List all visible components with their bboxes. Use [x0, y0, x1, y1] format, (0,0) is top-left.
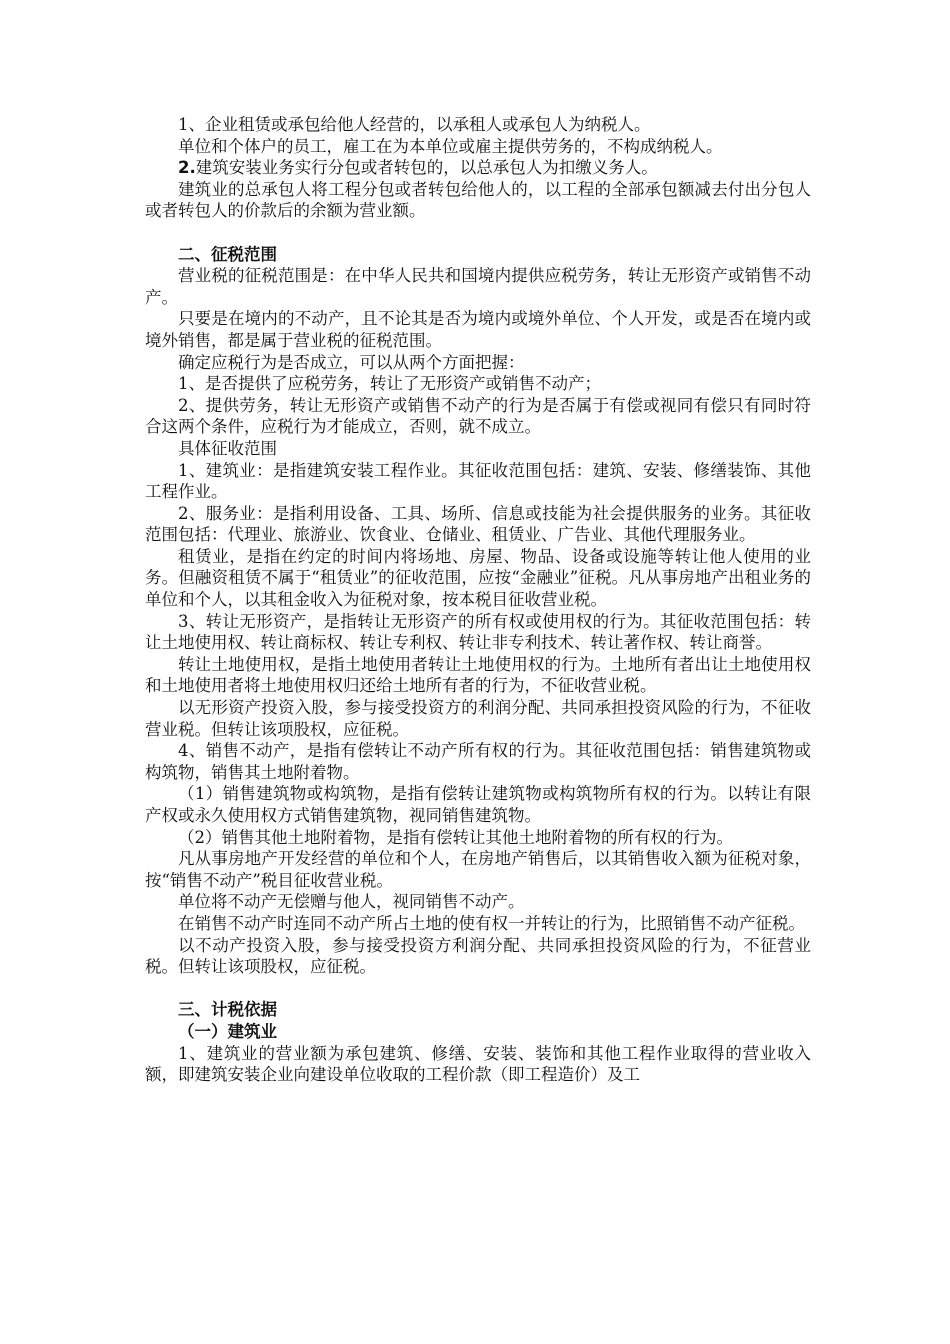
paragraph-text: 建筑安装业务实行分包或者转包的，以总承包人为扣缴义务人。 — [195, 158, 658, 178]
paragraph: 1、企业租赁或承包给他人经营的，以承租人或承包人为纳税人。 — [178, 115, 651, 134]
paragraph: 凡从事房地产开发经营的单位和个人，在房地产销售后，以其销售收入额为征税对象，按“销售不动产”税目征收营业税。 — [145, 849, 811, 890]
paragraph: 1、是否提供了应税劳务，转让了无形资产或销售不动产； — [178, 374, 601, 394]
paragraph: 具体征收范围 — [178, 438, 277, 458]
paragraph: 3、转让无形资产，是指转让无形资产的所有权或使用权的行为。其征收范围包括：转让土地使用权、转让商标权、转让专利权、转让非专利技术、转让著作权、转让商誉。 — [145, 611, 811, 653]
section-heading: 三、计税依据 — [178, 1000, 277, 1020]
paragraph: 1、建筑业的营业额为承包建筑、修缮、安装、装饰和其他工程作业取得的营业收入额，即建筑安装企业向建设单位收取的工程价款（即工程造价）及工 — [145, 1043, 811, 1085]
paragraph: （2）销售其他土地附着物，是指有偿转让其他土地附着物的所有权的行为。 — [178, 827, 733, 847]
paragraph: 确定应税行为是否成立，可以从两个方面把握： — [178, 352, 525, 372]
paragraph: 单位和个体户的员工，雇工在为本单位或雇主提供劳务的，不构成纳税人。 — [178, 136, 723, 156]
paragraph: 在销售不动产时连同不动产所占土地的使有权一并转让的行为，比照销售不动产征税。 — [178, 913, 805, 933]
spacer — [145, 222, 811, 244]
paragraph: 单位将不动产无偿赠与他人，视同销售不动产。 — [178, 892, 525, 912]
paragraph: 以不动产投资入股，参与接受投资方利润分配、共同承担投资风险的行为，不征营业税。但转让该项股权，应征税。 — [145, 935, 811, 977]
item-number: 2. — [178, 158, 196, 178]
paragraph: 1、建筑业：是指建筑安装工程作业。其征收范围包括：建筑、安装、修缮装饰、其他工程作业。 — [145, 460, 811, 502]
paragraph: 只要是在境内的不动产，且不论其是否为境内或境外单位、个人开发，或是否在境内或境外销售，都是属于营业税的征税范围。 — [145, 309, 811, 350]
paragraph: 以无形资产投资入股，参与接受投资方的利润分配、共同承担投资风险的行为，不征收营业税。但转让该项股权，应征税。 — [145, 698, 811, 739]
paragraph: 营业税的征税范围是：在中华人民共和国境内提供应税劳务，转让无形资产或销售不动产。 — [145, 266, 811, 307]
paragraph: 转让土地使用权，是指土地使用者转让土地使用权的行为。土地所有者出让土地使用权和土地使用者将土地使用权归还给土地所有者的行为，不征收营业税。 — [145, 654, 811, 696]
paragraph: 2、服务业：是指利用设备、工具、场所、信息或技能为社会提供服务的业务。其征收范围包括：代理业、旅游业、饮食业、仓储业、租赁业、广告业、其他代理服务业。 — [145, 503, 811, 545]
document-page — [145, 114, 811, 1086]
paragraph: 2、提供劳务，转让无形资产或销售不动产的行为是否属于有偿或视同有偿只有同时符合这两个条件，应税行为才能成立，否则，就不成立。 — [145, 395, 811, 437]
spacer — [145, 978, 811, 1000]
subsection-heading: （一）建筑业 — [178, 1021, 277, 1041]
paragraph: 租赁业，是指在约定的时间内将场地、房屋、物品、设备或设施等转让他人使用的业务。但融资租赁不属于“租赁业”的征收范围，应按“金融业”征税。凡从事房地产出租业务的单位和个人，以其租金收入为征税对象，按本税目征收营业税。 — [145, 546, 811, 610]
paragraph: 4、销售不动产，是指有偿转让不动产所有权的行为。其征收范围包括：销售建筑物或构筑物，销售其土地附着物。 — [145, 741, 811, 782]
paragraph: （1）销售建筑物或构筑物，是指有偿转让建筑物或构筑物所有权的行为。以转让有限产权或永久使用权方式销售建筑物，视同销售建筑物。 — [145, 784, 811, 825]
paragraph — [145, 157, 811, 179]
section-heading: 二、征税范围 — [178, 244, 277, 264]
paragraph: 建筑业的总承包人将工程分包或者转包给他人的，以工程的全部承包额减去付出分包人或者转包人的价款后的余额为营业额。 — [145, 179, 811, 221]
